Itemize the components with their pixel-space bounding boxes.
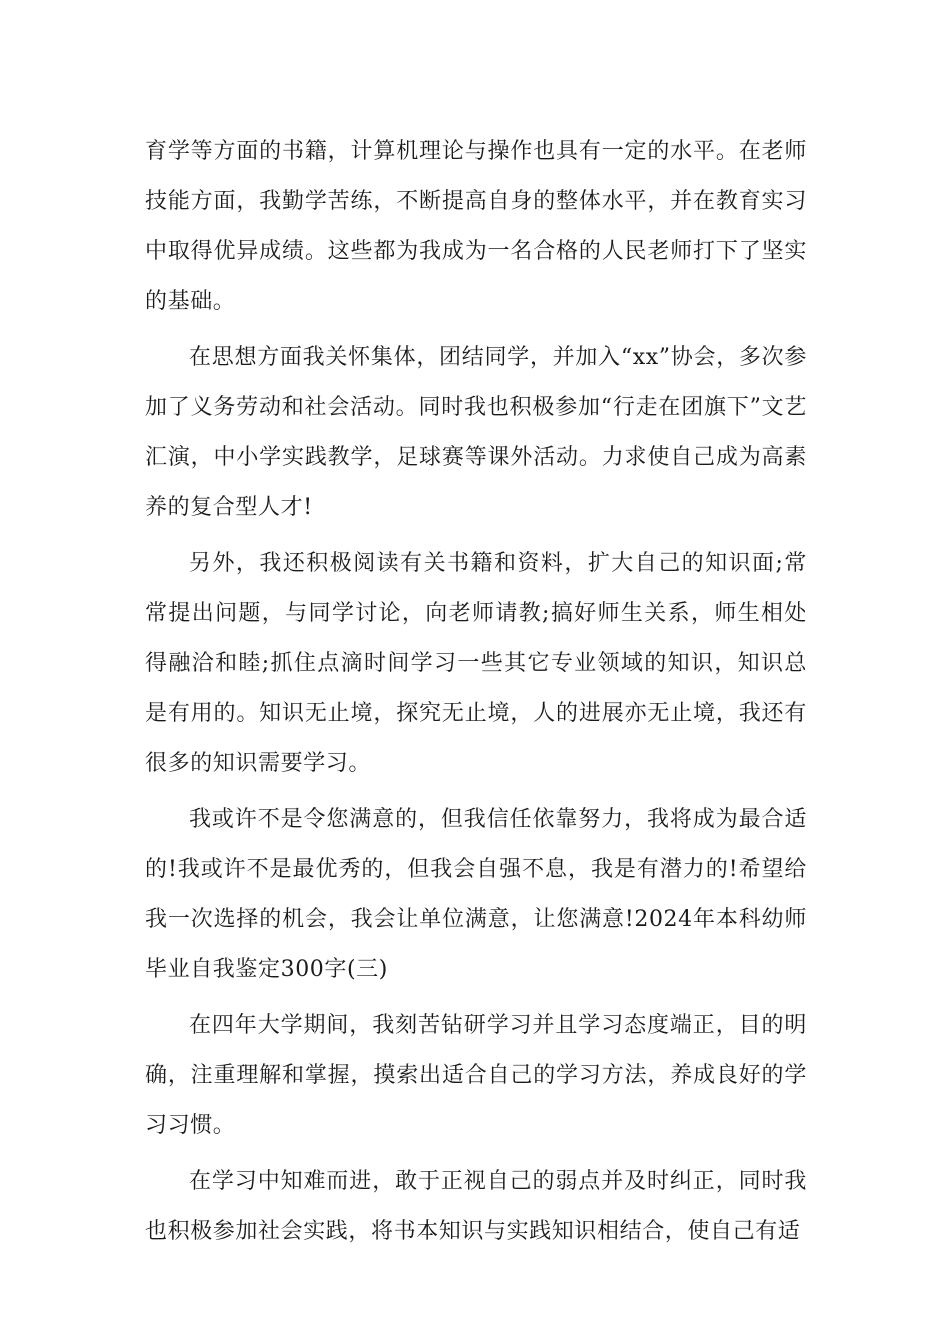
paragraph-6: 在学习中知难而进，敢于正视自己的弱点并及时纠正，同时我也积极参加社会实践，将书本知识与实践知识相结合，使自己有适: [145, 1169, 807, 1244]
paragraph-5: 在四年大学期间，我刻苦钻研学习并且学习态度端正，目的明确，注重理解和掌握，摸索出适合自己的学习方法，养成良好的学习习惯。: [145, 1013, 807, 1138]
paragraph-3: 另外，我还积极阅读有关书籍和资料，扩大自己的知识面;常常提出问题，与同学讨论，向老师请教;搞好师生关系，师生相处得融洽和睦;抓住点滴时间学习一些其它专业领域的知识，知识总是有用的。知识无止境，探究无止境，人的进展亦无止境，我还有很多的知识需要学习。: [145, 551, 807, 776]
paragraph-1: 育学等方面的书籍，计算机理论与操作也具有一定的水平。在老师技能方面，我勤学苦练，不断提高自身的整体水平，并在教育实习中取得优异成绩。这些都为我成为一名合格的人民老师打下了坚实的基础。: [145, 139, 807, 314]
paragraph-4: 我或许不是令您满意的，但我信任依靠努力，我将成为最合适的!我或许不是最优秀的，但我会自强不息，我是有潜力的!希望给我一次选择的机会，我会让单位满意，让您满意!2024年本科幼师毕业自我鉴定300字(三): [145, 807, 807, 982]
document-body: [145, 127, 807, 1263]
paragraph-2: 在思想方面我关怀集体，团结同学，并加入“xx”协会，多次参加了义务劳动和社会活动。同时我也积极参加“行走在团旗下”文艺汇演，中小学实践教学，足球赛等课外活动。力求使自己成为高素养的复合型人才!: [145, 345, 807, 520]
